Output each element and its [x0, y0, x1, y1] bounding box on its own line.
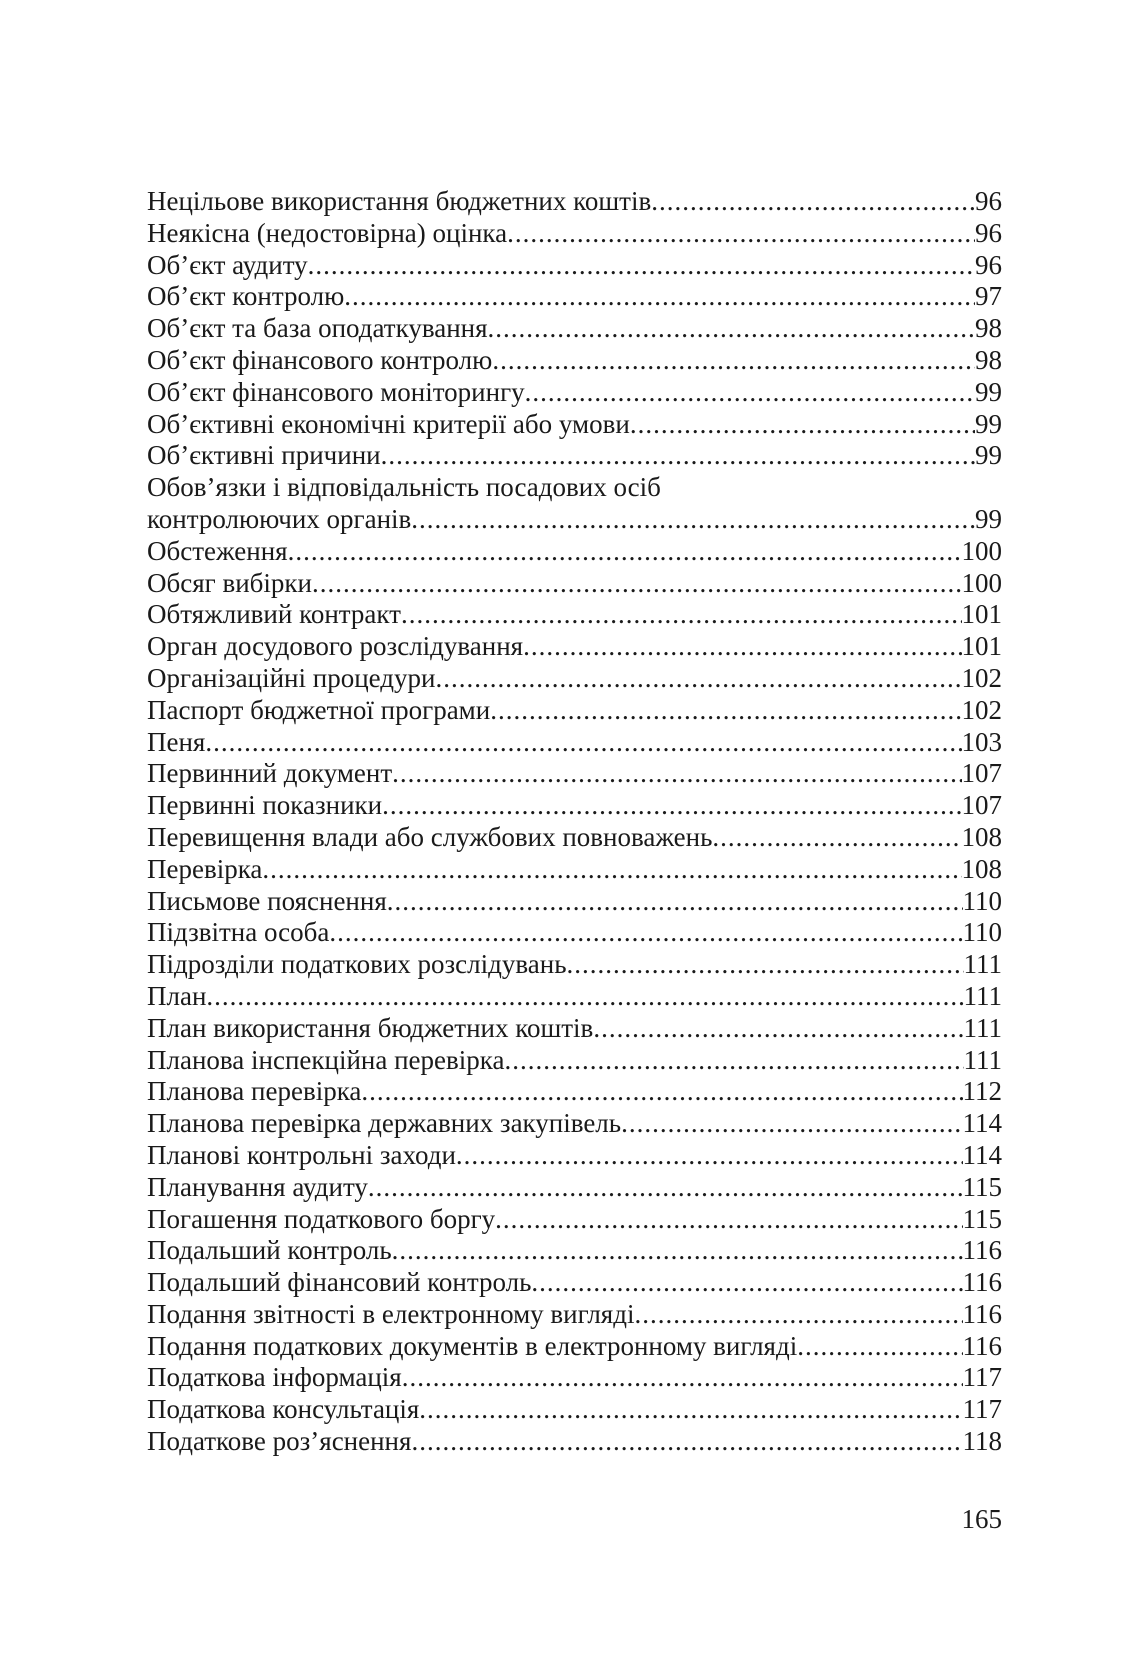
toc-entry — [147, 186, 1002, 218]
toc-entry-row — [147, 1045, 1002, 1077]
dot-leader — [504, 1045, 963, 1077]
dot-leader — [402, 1362, 963, 1394]
toc-entry-page: 110 — [962, 917, 1002, 948]
toc-entry-title: Неякісна (недостовірна) оцінка — [147, 217, 508, 248]
toc-entry-row — [147, 1076, 1002, 1108]
toc-entry-row — [147, 1235, 1002, 1267]
toc-entry — [147, 1204, 1002, 1236]
toc-entry-title: Податкова інформація — [147, 1362, 402, 1393]
toc-entry-page: 116 — [962, 1298, 1002, 1329]
toc-entry-page: 107 — [961, 758, 1002, 789]
dot-leader — [492, 345, 975, 377]
toc-entry — [147, 1140, 1002, 1172]
toc-entry — [147, 409, 1002, 441]
dot-leader — [205, 727, 961, 759]
toc-entry-title: План використання бюджетних коштів — [147, 1012, 594, 1043]
toc-entry — [147, 313, 1002, 345]
toc-entry-page: 111 — [963, 980, 1002, 1011]
toc-entry-row — [147, 1204, 1002, 1236]
toc-entry-page: 111 — [963, 949, 1002, 980]
toc-entry-page: 96 — [975, 249, 1002, 280]
toc-entry — [147, 758, 1002, 790]
toc-entry — [147, 1076, 1002, 1108]
toc-entry — [147, 250, 1002, 282]
toc-entry — [147, 822, 1002, 854]
toc-entry-title: Подальший контроль — [147, 1235, 392, 1266]
dot-leader — [531, 1267, 962, 1299]
toc-entry-row — [147, 1299, 1002, 1331]
toc-entry-row — [147, 536, 1002, 568]
dot-leader — [312, 568, 962, 600]
toc-entry-page: 96 — [975, 186, 1002, 216]
dot-leader — [488, 313, 975, 345]
toc-entry — [147, 886, 1002, 918]
toc-entry — [147, 440, 1002, 472]
toc-entry-row — [147, 1331, 1002, 1363]
dot-leader — [368, 1172, 963, 1204]
toc-entry-title: Підзвітна особа — [147, 917, 330, 948]
toc-entry-title: Податкове роз’яснення — [147, 1426, 412, 1457]
toc-entry-title: План — [147, 980, 207, 1011]
toc-entry-title: Перевірка — [147, 853, 263, 884]
toc-entry — [147, 472, 1002, 536]
toc-entry-row — [147, 186, 1002, 218]
toc-entry-row — [147, 917, 1002, 949]
toc-entry-row — [147, 1140, 1002, 1172]
toc-entry-title: Первинний документ — [147, 758, 393, 789]
toc-entry-row — [147, 377, 1002, 409]
toc-entry-page: 99 — [975, 440, 1002, 471]
toc-entry — [147, 917, 1002, 949]
toc-entry-page: 103 — [961, 726, 1002, 757]
toc-entry — [147, 345, 1002, 377]
toc-entry — [147, 695, 1002, 727]
toc-entry-title: Підрозділи податкових розслідувань — [147, 949, 567, 980]
toc-entry-title: Організаційні процедури — [147, 662, 436, 693]
toc-entry-row — [147, 409, 1002, 441]
dot-leader — [651, 186, 975, 218]
toc-entry-page: 100 — [961, 567, 1002, 598]
toc-entry — [147, 281, 1002, 313]
toc-entry — [147, 1362, 1002, 1394]
toc-entry-title: Податкова консультація — [147, 1394, 420, 1425]
toc-entry-row — [147, 758, 1002, 790]
dot-leader — [593, 1013, 963, 1045]
toc-entry-row — [147, 631, 1002, 663]
dot-leader — [381, 440, 975, 472]
toc-entry — [147, 377, 1002, 409]
toc-entry-row — [147, 599, 1002, 631]
toc-entry-title: Об’єкт контролю — [147, 281, 345, 312]
toc-entry-title: Планування аудиту — [147, 1171, 368, 1202]
toc-entry-title: Подання звітності в електронному вигляді — [147, 1298, 635, 1329]
toc-entry — [147, 1108, 1002, 1140]
dot-leader — [392, 758, 961, 790]
toc-entry-title: Об’єкт фінансового моніторингу — [147, 376, 525, 407]
toc-entry — [147, 1331, 1002, 1363]
toc-entry-page: 115 — [962, 1171, 1002, 1202]
toc-entry-row — [147, 345, 1002, 377]
dot-leader — [525, 377, 975, 409]
toc-entry — [147, 536, 1002, 568]
toc-entry-page: 99 — [975, 376, 1002, 407]
toc-entry-page: 114 — [962, 1108, 1002, 1139]
dot-leader — [797, 1331, 962, 1363]
toc-entry-row — [147, 854, 1002, 886]
toc-entry-title: Перевищення влади або службових повноважень — [147, 821, 713, 852]
toc-entry — [147, 1172, 1002, 1204]
toc-entry — [147, 854, 1002, 886]
toc-entry-title: Планова перевірка — [147, 1076, 362, 1107]
toc-entry-page: 97 — [975, 281, 1002, 312]
toc-entry-row — [147, 440, 1002, 472]
toc-entry-row — [147, 1394, 1002, 1426]
toc-entry — [147, 981, 1002, 1013]
toc-entry-row — [147, 949, 1002, 981]
toc-entry-title: Об’єктивні економічні критерії або умови — [147, 408, 630, 439]
toc-entry-page: 112 — [962, 1076, 1002, 1107]
toc-entry-row — [147, 695, 1002, 727]
toc-entry-page: 118 — [962, 1426, 1002, 1457]
toc-entry-page: 116 — [962, 1235, 1002, 1266]
toc-entry-page: 114 — [962, 1139, 1002, 1170]
toc-entry-row — [147, 981, 1002, 1013]
toc-entry-title: Подання податкових документів в електронному вигляді — [147, 1330, 798, 1361]
toc-entry — [147, 631, 1002, 663]
dot-leader — [361, 1076, 962, 1108]
toc-entry-title: контролюючих органів — [147, 503, 412, 534]
toc-entry-title-line: Обов’язки і відповідальність посадових осіб — [147, 472, 661, 503]
toc-entry — [147, 218, 1002, 250]
toc-entry-title: Орган досудового розслідування — [147, 631, 524, 662]
toc-entry-row — [147, 250, 1002, 282]
toc-entry-title: Планові контрольні заходи — [147, 1139, 456, 1170]
toc-entry-page: 101 — [961, 631, 1002, 662]
toc-entry-title: Планова інспекційна перевірка — [147, 1044, 505, 1075]
toc-entry-row — [147, 822, 1002, 854]
toc-entry-page: 99 — [975, 408, 1002, 439]
toc-entry-row — [147, 790, 1002, 822]
toc-entry-page: 116 — [962, 1330, 1002, 1361]
toc-entry-page: 100 — [961, 535, 1002, 566]
toc-entry-page: 102 — [961, 662, 1002, 693]
dot-leader — [490, 695, 961, 727]
toc-entry — [147, 1045, 1002, 1077]
toc-entry-row — [147, 1013, 1002, 1045]
dot-leader — [392, 1235, 963, 1267]
dot-leader — [329, 917, 962, 949]
dot-leader — [401, 599, 962, 631]
dot-leader — [382, 790, 961, 822]
toc-entry-row — [147, 886, 1002, 918]
toc-entry-page: 99 — [975, 503, 1002, 534]
toc-entry-title: Нецільове використання бюджетних коштів — [147, 186, 652, 216]
toc-entry-page: 111 — [963, 1044, 1002, 1075]
toc-entry-page: 107 — [961, 790, 1002, 821]
toc-entry-row — [147, 1426, 1002, 1458]
table-of-contents — [147, 186, 1002, 1458]
toc-entry-row — [147, 218, 1002, 250]
dot-leader — [344, 281, 975, 313]
toc-entry-title: Об’єкт фінансового контролю — [147, 344, 493, 375]
toc-entry-page: 102 — [961, 694, 1002, 725]
dot-leader — [456, 1140, 963, 1172]
toc-entry-title: Письмове пояснення — [147, 885, 387, 916]
dot-leader — [288, 536, 962, 568]
toc-entry-page: 116 — [962, 1267, 1002, 1298]
toc-entry-title: Паспорт бюджетної програми — [147, 694, 491, 725]
toc-entry — [147, 1235, 1002, 1267]
toc-entry-page: 98 — [975, 313, 1002, 344]
toc-entry — [147, 1394, 1002, 1426]
dot-leader — [411, 504, 975, 536]
toc-entry-row — [147, 281, 1002, 313]
page-number: 165 — [961, 1504, 1002, 1534]
toc-entry-title: Обсяг вибірки — [147, 567, 312, 598]
dot-leader — [435, 663, 961, 695]
toc-entry-page: 117 — [962, 1362, 1002, 1393]
dot-leader — [411, 1426, 962, 1458]
dot-leader — [262, 854, 961, 886]
toc-entry-title: Подальший фінансовий контроль — [147, 1267, 532, 1298]
toc-entry-title: Обстеження — [147, 535, 288, 566]
dot-leader — [634, 1299, 962, 1331]
dot-leader — [419, 1394, 962, 1426]
toc-entry — [147, 1013, 1002, 1045]
dot-leader — [308, 250, 975, 282]
toc-entry-row — [147, 313, 1002, 345]
toc-entry-title: Об’єктивні причини — [147, 440, 381, 471]
toc-entry-row — [147, 1362, 1002, 1394]
toc-entry-title: Погашення податкового боргу — [147, 1203, 496, 1234]
toc-entry-row — [147, 1172, 1002, 1204]
toc-entry-page: 117 — [962, 1394, 1002, 1425]
dot-leader — [495, 1204, 962, 1236]
dot-leader — [507, 218, 975, 250]
toc-entry — [147, 727, 1002, 759]
toc-entry — [147, 949, 1002, 981]
toc-entry-row — [147, 504, 1002, 536]
toc-entry-page: 101 — [961, 599, 1002, 630]
toc-entry-title: Об’єкт аудиту — [147, 249, 308, 280]
toc-entry-page: 96 — [975, 217, 1002, 248]
toc-entry-page: 110 — [962, 885, 1002, 916]
dot-leader — [206, 981, 963, 1013]
toc-entry — [147, 663, 1002, 695]
toc-entry-title: Обтяжливий контракт — [147, 599, 401, 630]
toc-entry — [147, 1299, 1002, 1331]
toc-entry-row — [147, 727, 1002, 759]
toc-entry — [147, 1426, 1002, 1458]
toc-entry-page: 108 — [961, 821, 1002, 852]
toc-entry-page: 111 — [963, 1012, 1002, 1043]
toc-entry-page: 115 — [962, 1203, 1002, 1234]
toc-entry — [147, 790, 1002, 822]
toc-entry-row — [147, 663, 1002, 695]
toc-entry — [147, 1267, 1002, 1299]
toc-entry — [147, 568, 1002, 600]
toc-entry-row — [147, 1108, 1002, 1140]
toc-entry-row — [147, 1267, 1002, 1299]
toc-entry — [147, 599, 1002, 631]
dot-leader — [567, 949, 964, 981]
toc-entry-title: Планова перевірка державних закупівель — [147, 1108, 622, 1139]
toc-entry-row — [147, 568, 1002, 600]
toc-entry-title: Об’єкт та база оподаткування — [147, 313, 488, 344]
toc-entry-title: Первинні показники — [147, 790, 383, 821]
dot-leader — [523, 631, 961, 663]
toc-entry-title: Пеня — [147, 726, 206, 757]
dot-leader — [712, 822, 961, 854]
toc-entry-page: 98 — [975, 344, 1002, 375]
dot-leader — [630, 409, 975, 441]
dot-leader — [621, 1108, 962, 1140]
toc-entry-page: 108 — [961, 853, 1002, 884]
dot-leader — [387, 886, 963, 918]
